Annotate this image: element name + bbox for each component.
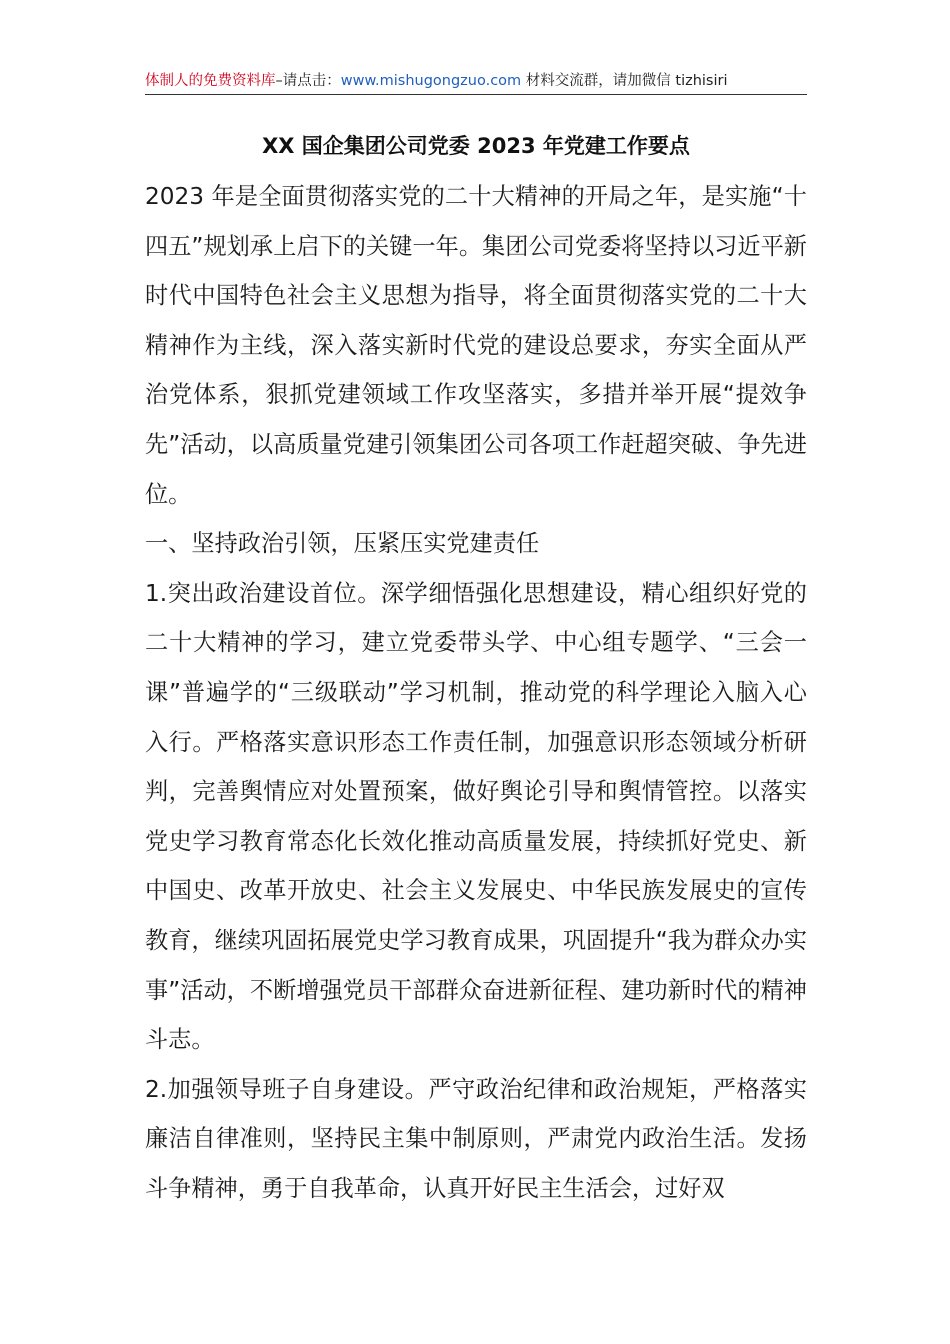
header-url-link[interactable]: www.mishugongzuo.com	[340, 73, 522, 89]
body-paragraph: 2.加强领导班子自身建设。严守政治纪律和政治规矩，严格落实廉洁自律准则，坚持民主集中制原则，严肃党内政治生活。发扬斗争精神，勇于自我革命，认真开好民主生活会，过好双	[145, 1075, 807, 1202]
document-title: XX 国企集团公司党委 2023 年党建工作要点	[262, 134, 690, 158]
document-body	[145, 172, 807, 1213]
body-paragraph: 1.突出政治建设首位。深学细悟强化思想建设，精心组织好党的二十大精神的学习，建立党委带头学、中心组专题学、“三会一课”普遍学的“三级联动”学习机制，推动党的科学理论入脑入心入行。严格落实意识形态工作责任制，加强意识形态领域分析研判，完善舆情应对处置预案，做好舆论引导和舆情管控。以落实党史学习教育常态化长效化推动高质量发展，持续抓好党史、新中国史、改革开放史、社会主义发展史、中华民族发展史的宣传教育，继续巩固拓展党史学习教育成果，巩固提升“我为群众办实事”活动，不断增强党员干部群众奋进新征程、建功新时代的精神斗志。	[145, 579, 807, 1054]
header-brand: 体制人的免费资料库	[145, 73, 276, 89]
page-header	[145, 68, 807, 95]
intro-paragraph: 2023 年是全面贯彻落实党的二十大精神的开局之年，是实施“十四五”规划承上启下的关键一年。集团公司党委将坚持以习近平新时代中国特色社会主义思想为指导，将全面贯彻落实党的二十大精神作为主线，深入落实新时代党的建设总要求，夯实全面从严治党体系，狠抓党建领域工作攻坚落实，多措并举开展“提效争先”活动，以高质量党建引领集团公司各项工作赶超突破、争先进位。	[145, 183, 807, 508]
header-prompt: –请点击：	[275, 73, 341, 89]
section-heading: 一、坚持政治引领，压紧压实党建责任	[145, 530, 540, 558]
header-contact: 材料交流群，请加微信 tizhisiri	[521, 73, 728, 89]
